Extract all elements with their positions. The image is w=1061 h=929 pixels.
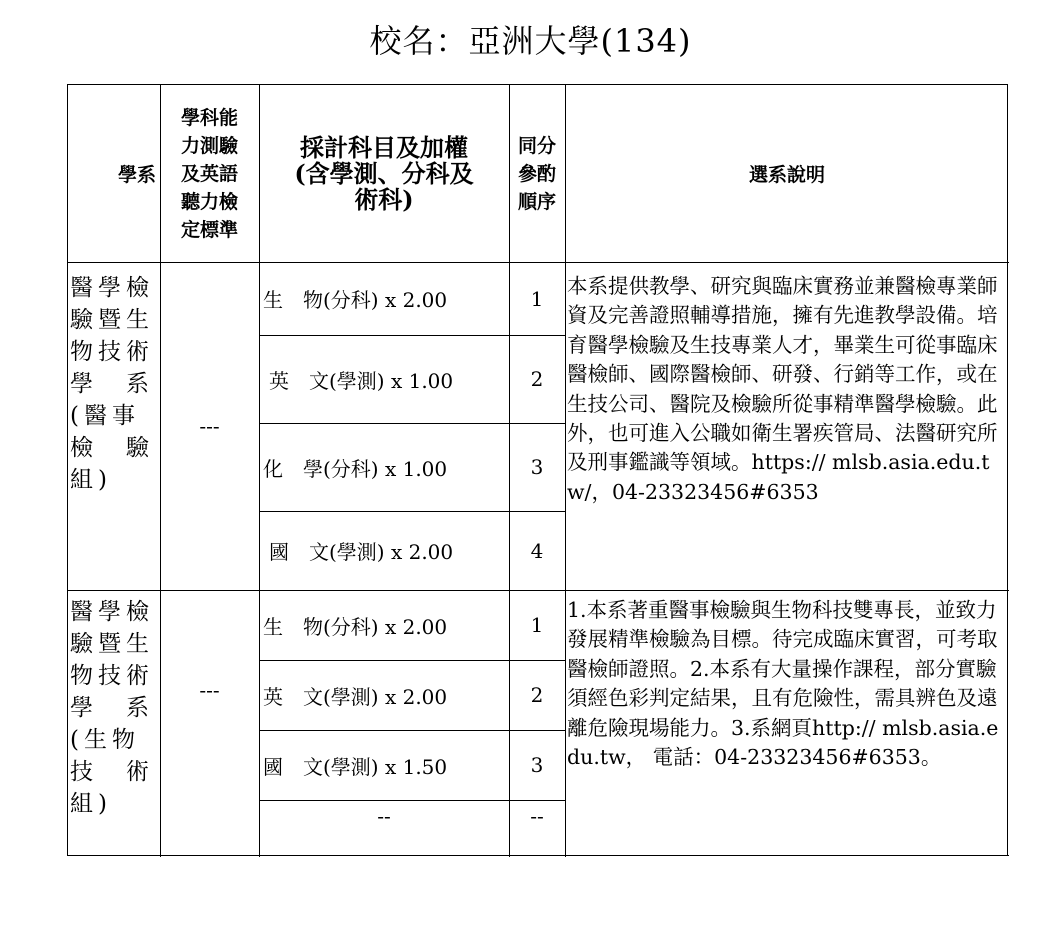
dept-cell [68, 590, 160, 855]
dept-line: 學 系 [70, 371, 154, 397]
dept-cell [68, 262, 160, 590]
subject-cell: 英 文(學測) x 2.00 [263, 684, 448, 709]
order-cell: 2 [530, 683, 544, 707]
dept-line: 醫學檢 [70, 599, 154, 625]
header-notes [565, 85, 1009, 262]
dept-line: 檢 驗 [70, 435, 154, 461]
header-dept-label: 學系 [117, 164, 156, 186]
dept-line: 技 術 [70, 759, 154, 785]
header-subjects [259, 85, 509, 262]
page-title: 校名：亞洲大學(134) [369, 22, 692, 60]
subject-cell: 英 文(學測) x 1.00 [269, 368, 454, 393]
dept-line: 物技術 [70, 663, 154, 689]
dept-line: 醫學檢 [70, 275, 154, 301]
dept-line: 驗暨生 [70, 631, 154, 657]
order-cell: 4 [530, 538, 544, 563]
subject-cell: 國 文(學測) x 1.50 [263, 754, 448, 779]
standard-cell: --- [199, 678, 220, 702]
header-order-label: 同分 參酌 順序 [517, 134, 556, 213]
dept-line: 組) [70, 467, 112, 493]
notes-cell: 本系提供教學、研究與臨床實務並兼醫檢專業師資及完善證照輔導措施，擁有先進教學設備。培育醫學檢驗及生技專業人才，畢業生可從事臨床醫檢師、國際醫檢師、研發、行銷等工作，或在生技公司、醫院及檢驗所從事精準醫學檢驗。此外，也可進入公職如衛生署疾管局、法醫研究所及刑事鑑識等領域。https:// mlsb.asia.edu.tw/，04-23323456#6353 [567, 274, 998, 504]
header-notes-label: 選系說明 [748, 164, 825, 186]
subject-cell: 化 學(分科) x 1.00 [263, 456, 448, 481]
table-bottom-line [68, 855, 1009, 856]
dept-line: 物技術 [70, 339, 154, 365]
header-standard-label: 學科能 力測驗 及英語 聽力檢 定標準 [180, 106, 238, 241]
header-order [509, 85, 565, 262]
order-cell: 3 [530, 455, 544, 479]
dept-line: (醫事 [70, 403, 140, 429]
standard-cell: --- [199, 414, 220, 438]
subject-cell: 生 物(分科) x 2.00 [263, 288, 448, 312]
subject-cell: 生 物(分科) x 2.00 [263, 614, 448, 639]
order-cell: 3 [530, 753, 544, 777]
order-cell: 2 [530, 367, 544, 391]
notes-cell: 1.本系著重醫事檢驗與生物科技雙專長，並致力發展精準檢驗為目標。待完成臨床實習，可考取醫檢師證照。2.本系有大量操作課程，部分實驗須經色彩判定結果，且有危險性，需具辨色及遠離危險現場能力。3.系網頁http:// mlsb.asia.edu.tw， 電話：04-23323456#6353。 [567, 598, 999, 770]
order-cell: -- [530, 804, 544, 828]
dept-line: 驗暨生 [70, 307, 154, 333]
subject-cell: 國 文(學測) x 2.00 [269, 540, 454, 564]
dept-line: 學 系 [70, 695, 154, 721]
order-cell: 1 [530, 286, 544, 311]
dept-line: 組) [70, 791, 112, 817]
subject-cell-empty: -- [377, 804, 391, 828]
order-cell: 1 [530, 613, 544, 637]
header-dept [68, 85, 160, 262]
header-subjects-label: 採計科目及加權 (含學測、分科及 術科) [294, 132, 474, 214]
dept-line: (生物 [70, 727, 140, 753]
admission-table [67, 84, 1008, 856]
header-standard [160, 85, 259, 262]
